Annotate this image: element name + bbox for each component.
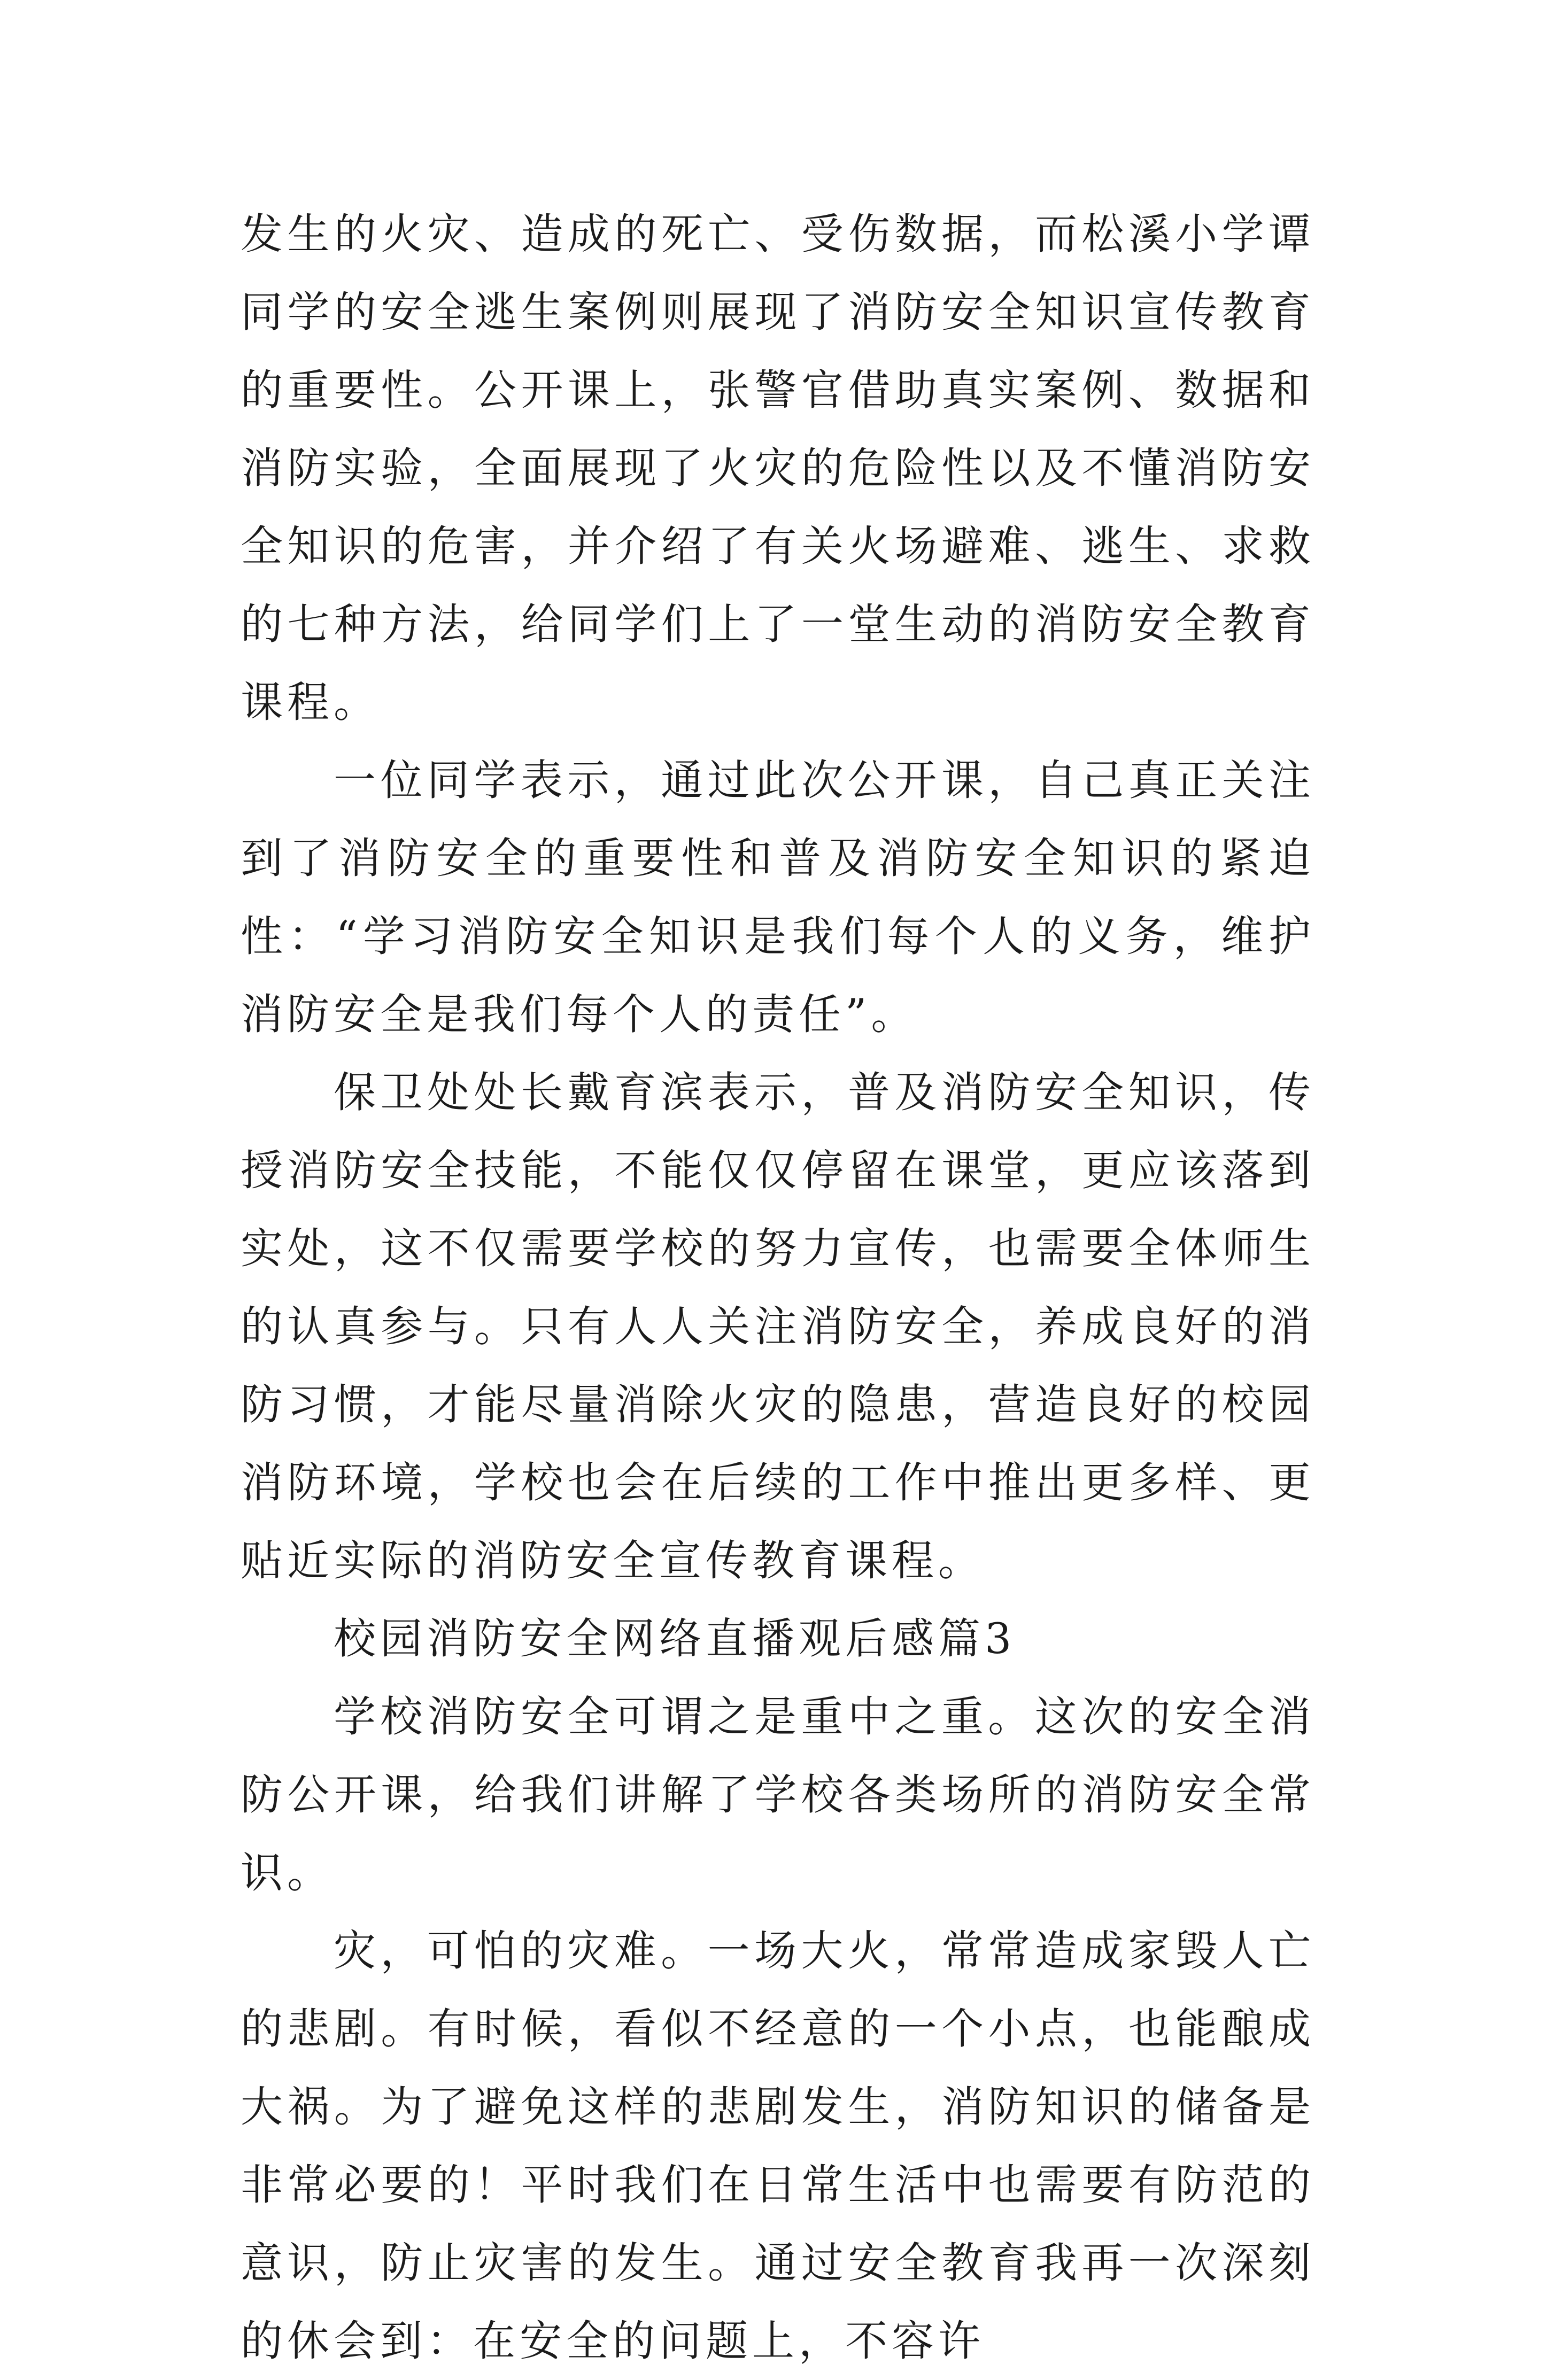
document-body xyxy=(241,195,1315,2380)
paragraph-school-safety: 学校消防安全可谓之是重中之重。这次的安全消防公开课，给我们讲解了学校各类场所的消防安全常识。 xyxy=(241,1692,1315,1897)
paragraph-student-quote: 一位同学表示，通过此次公开课，自己真正关注到了消防安全的重要性和普及消防安全知识的紧迫性：“学习消防安全知识是我们每个人的义务，维护消防安全是我们每个人的责任”。 xyxy=(241,756,1315,1039)
paragraph-continuation: 发生的火灾、造成的死亡、受伤数据，而松溪小学谭同学的安全逃生案例则展现了消防安全知识宣传教育的重要性。公开课上，张警官借助真实案例、数据和消防实验，全面展现了火灾的危险性以及不懂消防安全知识的危害，并介绍了有关火场避难、逃生、求救的七种方法，给同学们上了一堂生动的消防安全教育课程。 xyxy=(241,210,1315,727)
section-heading: 校园消防安全网络直播观后感篇3 xyxy=(334,1614,1016,1663)
paragraph-fire-disaster: 灾，可怕的灾难。一场大火，常常造成家毁人亡的悲剧。有时候，看似不经意的一个小点，也能酿成大祸。为了避免这样的悲剧发生，消防知识的储备是非常必要的！平时我们在日常生活中也需要有防范的意识，防止灾害的发生。通过安全教育我再一次深刻的休会到：在安全的问题上，不容许 xyxy=(241,1926,1315,2366)
paragraph-security-chief: 保卫处处长戴育滨表示，普及消防安全知识，传授消防安全技能，不能仅仅停留在课堂，更应该落到实处，这不仅需要学校的努力宣传，也需要全体师生的认真参与。只有人人关注消防安全，养成良好的消防习惯，才能尽量消除火灾的隐患，营造良好的校园消防环境，学校也会在后续的工作中推出更多样、更贴近实际的消防安全宣传教育课程。 xyxy=(241,1068,1315,1585)
